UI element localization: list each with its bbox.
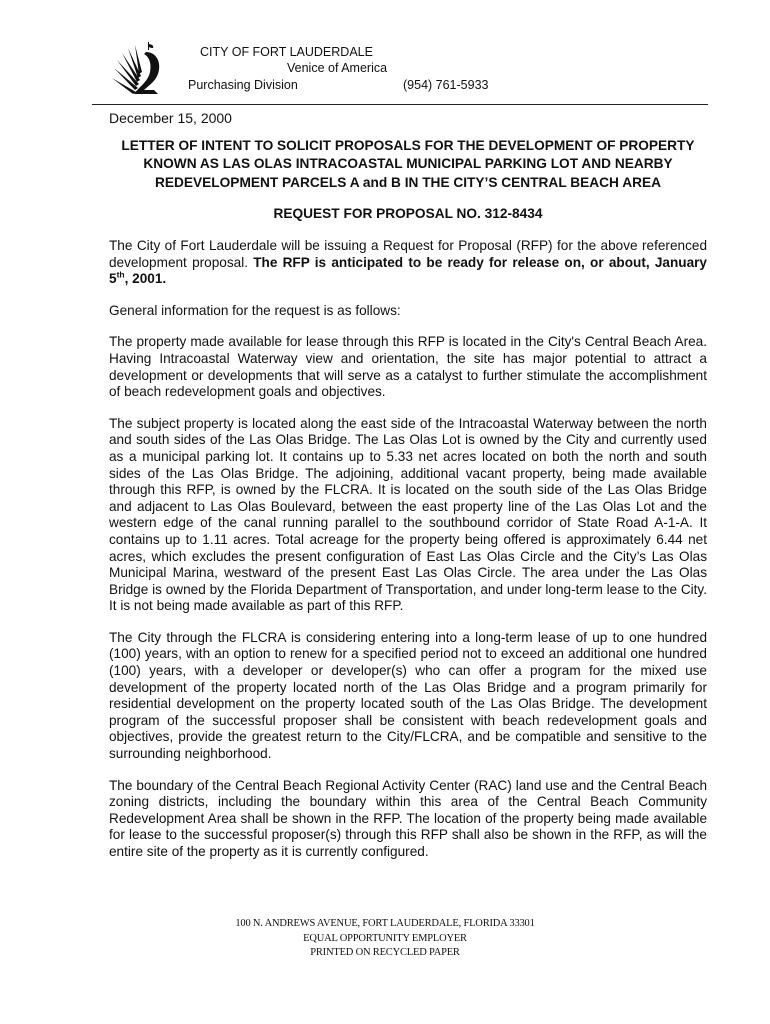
- intro-release-date: The RFP is anticipated to be ready for release on, or about, January 5th, 2001.: [109, 254, 707, 287]
- body-paragraph: The City through the FLCRA is considering entering into a long-term lease of up to one hundred (100) years, with an option to renew for a specified period not to exceed an additional one hundred (100) years, with a developer or developer(s) who can offer a program for the mixed use development of the property located north of the Las Olas Bridge and a program primarily for residential development on the property located south of the Las Olas Bridge. The development program of the successful proposer shall be consistent with beach redevelopment goals and objectives, provide the greatest return to the City/FLCRA, and be compatible and sensitive to the surrounding neighborhood.: [109, 629, 707, 762]
- city-motto: Venice of America: [287, 61, 388, 75]
- rfp-number: REQUEST FOR PROPOSAL NO. 312-8434: [273, 206, 543, 221]
- header-divider: [92, 104, 708, 105]
- letter-title: [100, 137, 716, 192]
- body-paragraph: The boundary of the Central Beach Regional Activity Center (RAC) land use and the Central Beach zoning districts, including the boundary within this area of the Central Beach Community Redevelopment Area shall be shown in the RFP. The location of the property being made available for lease to the successful proposer(s) through this RFP shall also be shown in the RFP, as will the entire site of the property as it is currently configured.: [109, 777, 707, 859]
- footer-eoe: EQUAL OPPORTUNITY EMPLOYER: [303, 932, 467, 944]
- intro-paragraph: [109, 238, 707, 288]
- title-line: REDEVELOPMENT PARCELS A and B IN THE CITY’S CENTRAL BEACH AREA: [155, 174, 661, 190]
- body-paragraph: The property made available for lease through this RFP is located in the City's Central Beach Area. Having Intracoastal Waterway view and orientation, the site has major potential to attract a development or developments that will serve as a catalyst to further stimulate the accomplishment of beach redevelopment goals and objectives.: [109, 334, 707, 400]
- title-line: LETTER OF INTENT TO SOLICIT PROPOSALS FOR THE DEVELOPMENT OF PROPERTY: [121, 138, 695, 153]
- letter-date: December 15, 2000: [109, 110, 232, 126]
- city-name: CITY OF FORT LAUDERDALE: [200, 45, 373, 59]
- intro-lead: The City of Fort Lauderdale will be issuing a Request for Proposal (RFP) for the above referenced development proposal.: [109, 238, 707, 270]
- letter-footer: [100, 917, 670, 961]
- phone-number: (954) 761-5933: [403, 78, 489, 92]
- footer-address: 100 N. ANDREWS AVENUE, FORT LAUDERDALE, FLORIDA 33301: [235, 918, 535, 929]
- division-name: Purchasing Division: [188, 78, 298, 92]
- letter-body: [109, 238, 707, 876]
- general-info-line: General information for the request is as follows:: [109, 302, 401, 318]
- title-line: KNOWN AS LAS OLAS INTRACOASTAL MUNICIPAL PARKING LOT AND NEARBY: [143, 156, 673, 172]
- body-paragraph: The subject property is located along the east side of the Intracoastal Waterway between the north and south sides of the Las Olas Bridge. The Las Olas Lot is owned by the City and currently used as a municipal parking lot. It contains up to 5.33 net acres located on both the north and south sides of the Las Olas Bridge. The adjoining, additional vacant property, being made available through this RFP, is owned by the FLCRA. It is located on the south side of the Las Olas Bridge and adjacent to Las Olas Boulevard, between the east property line of the Las Olas Lot and the western edge of the canal running parallel to the southbound corridor of State Road A-1-A. It contains up to 1.11 acres. Total acreage for the property being offered is approximately 6.44 net acres, which excludes the present configuration of East Las Olas Circle and the City’s Las Olas Municipal Marina, westward of the present East Las Olas Circle. The area under the Las Olas Bridge is owned by the Florida Department of Transportation, and under long-term lease to the City. It is not being made available as part of this RFP.: [109, 415, 707, 614]
- city-logo-icon: [108, 38, 174, 104]
- footer-recycled: PRINTED ON RECYCLED PAPER: [310, 947, 460, 958]
